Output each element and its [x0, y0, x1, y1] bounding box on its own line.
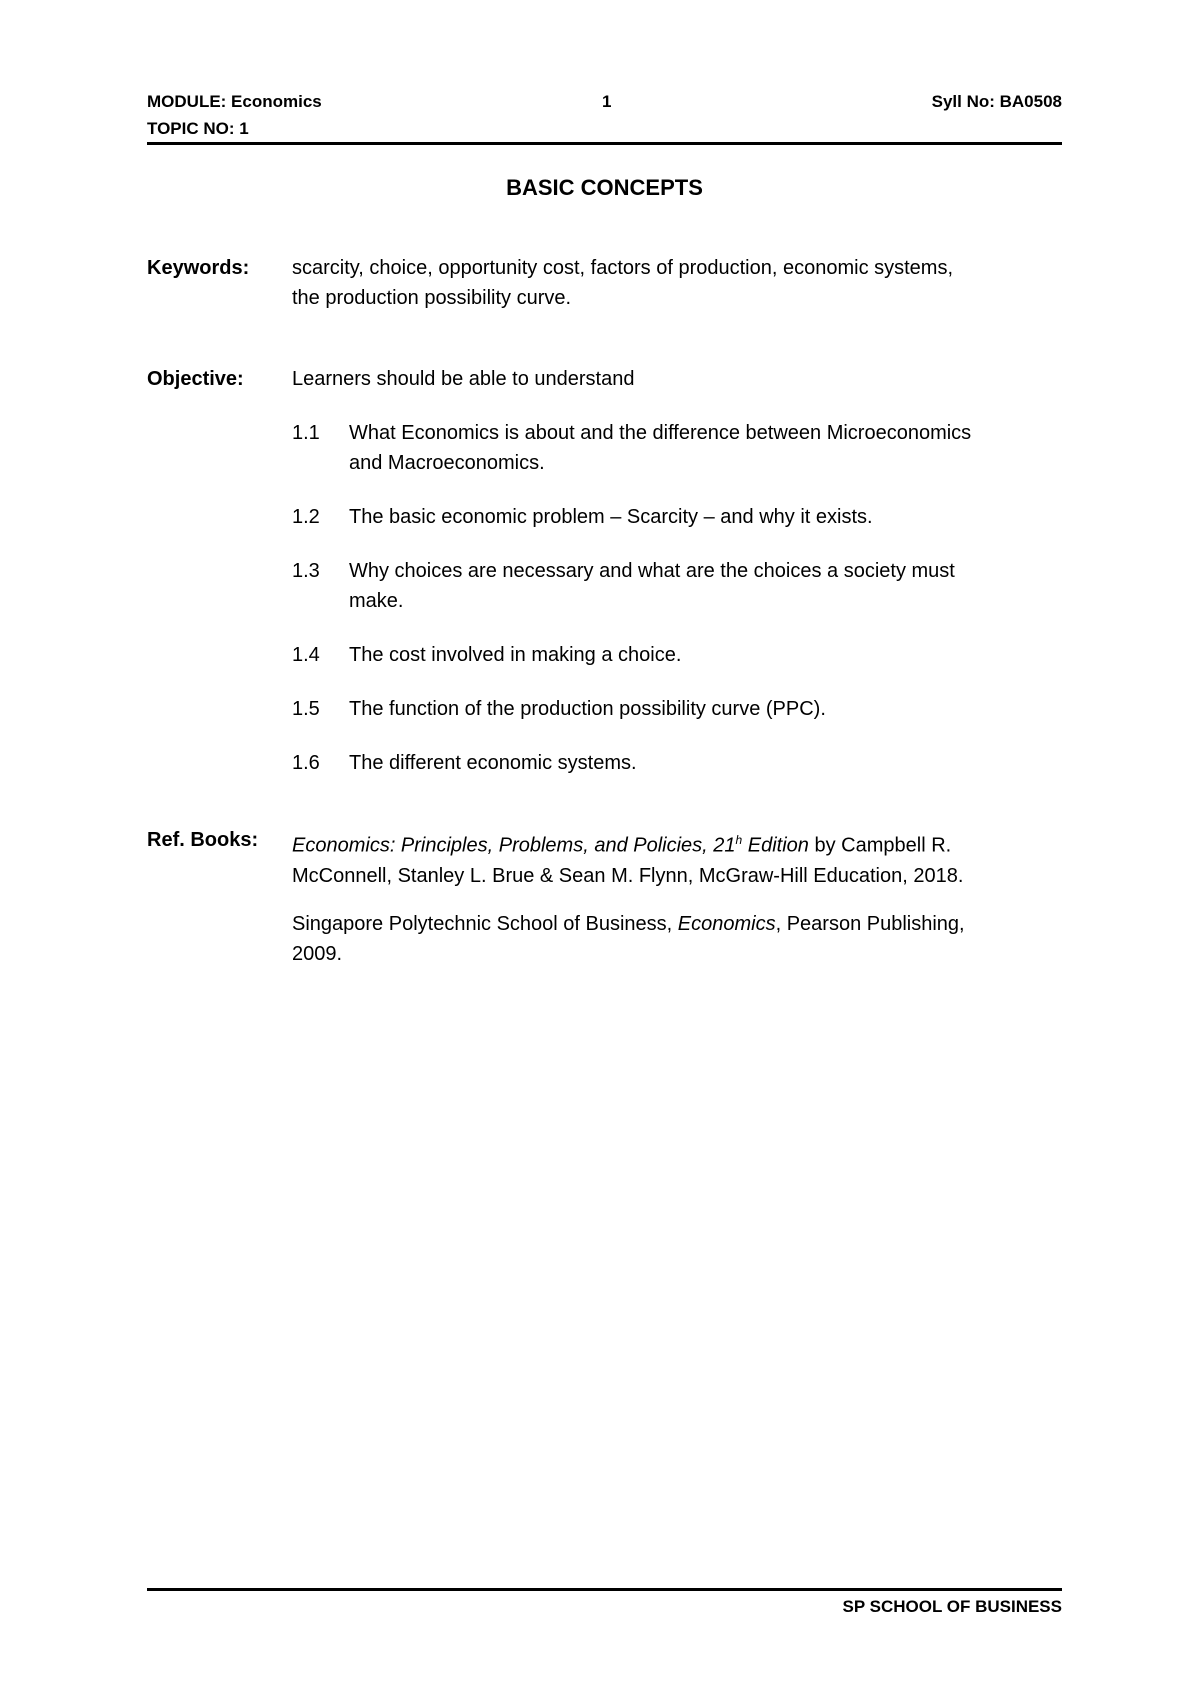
header-page-number: 1	[602, 92, 612, 111]
ref-book-1-authors-start: by Campbell R.	[808, 834, 952, 857]
objective-item-line: The basic economic problem – Scarcity – and why it exists.	[349, 506, 873, 528]
objective-item-number: 1.3	[292, 560, 320, 582]
keywords-line-1: scarcity, choice, opportunity cost, factors of production, economic systems,	[292, 257, 954, 279]
keywords-label: Keywords:	[147, 257, 250, 279]
ref-book-1	[292, 825, 1062, 891]
objective-intro: Learners should be able to understand	[292, 368, 635, 390]
objective-item-number: 1.6	[292, 752, 320, 774]
objective-item-number: 1.5	[292, 698, 320, 720]
ref-book-2-suffix: , Pearson Publishing,	[775, 913, 965, 935]
objective-item-text	[349, 640, 1049, 670]
objective-label: Objective:	[147, 368, 244, 390]
ref-book-1-title: Economics: Principles, Problems, and Policies, 21	[292, 834, 736, 857]
ref-book-1-line-1	[292, 825, 1062, 861]
ref-book-2-line-2: 2009.	[292, 943, 343, 965]
header-divider	[147, 142, 1062, 145]
ref-book-2-publisher-prefix: Singapore Polytechnic School of Business,	[292, 913, 678, 935]
keywords-text	[292, 253, 1062, 313]
objective-item-text	[349, 418, 1049, 478]
ref-book-1-superscript: h	[735, 833, 743, 847]
objective-item-line: What Economics is about and the difference between Microeconomics	[349, 422, 972, 444]
objective-item-number: 1.4	[292, 644, 320, 666]
ref-book-2-title: Economics	[677, 913, 776, 935]
objective-item-line: The different economic systems.	[349, 752, 637, 774]
footer-school-name: SP SCHOOL OF BUSINESS	[842, 1597, 1062, 1616]
objective-item-text	[349, 556, 1049, 616]
objective-item-line: and Macroeconomics.	[349, 452, 545, 474]
objective-item-line: The cost involved in making a choice.	[349, 644, 682, 666]
ref-book-2	[292, 909, 1062, 969]
header-syll-number: Syll No: BA0508	[931, 92, 1062, 111]
objective-item-text	[349, 694, 1049, 724]
objective-item-text	[349, 748, 1049, 778]
page-title: BASIC CONCEPTS	[506, 175, 703, 200]
footer-divider	[147, 1588, 1062, 1591]
page-header	[147, 92, 1062, 142]
objective-item-line: The function of the production possibility curve (PPC).	[349, 698, 826, 720]
ref-book-2-line-1	[292, 909, 1062, 939]
ref-book-1-edition: Edition	[742, 834, 809, 857]
objective-item-number: 1.2	[292, 506, 320, 528]
objective-item-text	[349, 502, 1049, 532]
objective-item-line: make.	[349, 590, 404, 612]
ref-book-1-line-2: McConnell, Stanley L. Brue & Sean M. Flynn, McGraw-Hill Education, 2018.	[292, 864, 964, 887]
header-module: MODULE: Economics	[147, 92, 322, 111]
header-topic: TOPIC NO: 1	[147, 119, 249, 138]
objective-item-number: 1.1	[292, 422, 320, 444]
objective-item-line: Why choices are necessary and what are the choices a society must	[349, 560, 955, 582]
ref-books-label: Ref. Books:	[147, 829, 259, 851]
keywords-line-2: the production possibility curve.	[292, 287, 572, 309]
document-page	[147, 0, 1062, 1698]
